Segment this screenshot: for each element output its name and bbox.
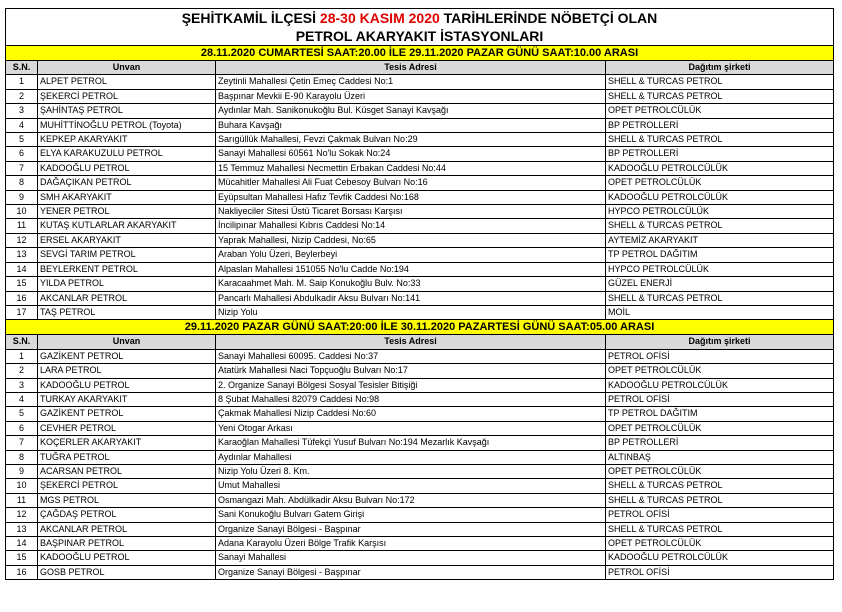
station-name: TURKAY AKARYAKIT: [38, 392, 216, 406]
table-row: [6, 147, 834, 161]
row-number: 1: [6, 75, 38, 89]
station-address: Nakliyeciler Sitesi Üstü Ticaret Borsası Karşısı: [216, 205, 606, 219]
station-address: Sanayi Mahallesi: [216, 551, 606, 565]
table-row: [6, 551, 834, 565]
station-address: Atatürk Mahallesi Naci Topçuoğlu Bulvarı No:17: [216, 364, 606, 378]
station-name: AKCANLAR PETROL: [38, 522, 216, 536]
distribution-company: HYPCO PETROLCÜLÜK: [606, 262, 834, 276]
station-name: KADOOĞLU PETROL: [38, 378, 216, 392]
table-row: [6, 104, 834, 118]
table-row: [6, 392, 834, 406]
station-name: ACARSAN PETROL: [38, 464, 216, 478]
title-prefix: ŞEHİTKAMİL İLÇESİ: [181, 10, 320, 26]
station-name: DAĞAÇIKAN PETROL: [38, 176, 216, 190]
station-name: BAŞPINAR PETROL: [38, 537, 216, 551]
distribution-company: ALTINBAŞ: [606, 450, 834, 464]
row-number: 16: [6, 291, 38, 305]
distribution-company: SHELL & TURCAS PETROL: [606, 493, 834, 507]
station-address: Karacaahmet Mah. M. Saip Konukoğlu Bulv. No:33: [216, 277, 606, 291]
station-address: 15 Temmuz Mahallesi Necmettin Erbakan Caddesi No:44: [216, 161, 606, 175]
station-name: YENER PETROL: [38, 205, 216, 219]
period-label: 28.11.2020 CUMARTESİ SAAT:20.00 İLE 29.11.2020 PAZAR GÜNÜ SAAT:10.00 ARASI: [6, 46, 834, 61]
station-name: AKCANLAR PETROL: [38, 291, 216, 305]
row-number: 1: [6, 349, 38, 363]
header-unvan: Unvan: [38, 335, 216, 349]
distribution-company: AYTEMİZ AKARYAKIT: [606, 233, 834, 247]
station-address: Aydınlar Mah. Sanikonukoğlu Bul. Küsget Sanayi Kavşağı: [216, 104, 606, 118]
table-row: [6, 565, 834, 579]
row-number: 12: [6, 508, 38, 522]
station-address: Osmangazi Mah. Abdülkadir Aksu Bulvarı No:172: [216, 493, 606, 507]
distribution-company: SHELL & TURCAS PETROL: [606, 89, 834, 103]
row-number: 6: [6, 147, 38, 161]
header-dagitim: Dağıtım şirketi: [606, 61, 834, 75]
station-name: GOSB PETROL: [38, 565, 216, 579]
table-row: [6, 118, 834, 132]
station-address: Zeytinli Mahallesi Çetin Emeç Caddesi No:1: [216, 75, 606, 89]
table-row: [6, 277, 834, 291]
distribution-company: PETROL OFİSİ: [606, 565, 834, 579]
station-name: KADOOĞLU PETROL: [38, 551, 216, 565]
station-address: Başpınar Mevkii E-90 Karayolu Üzeri: [216, 89, 606, 103]
header-adres: Tesis Adresi: [216, 61, 606, 75]
station-name: MGS PETROL: [38, 493, 216, 507]
title-suffix: TARİHLERİNDE NÖBETÇİ OLAN: [439, 10, 658, 26]
distribution-company: SHELL & TURCAS PETROL: [606, 479, 834, 493]
distribution-company: PETROL OFİSİ: [606, 508, 834, 522]
distribution-company: SHELL & TURCAS PETROL: [606, 291, 834, 305]
distribution-company: BP PETROLLERİ: [606, 147, 834, 161]
row-number: 9: [6, 190, 38, 204]
distribution-company: OPET PETROLCÜLÜK: [606, 364, 834, 378]
table-row: [6, 89, 834, 103]
station-address: Karaoğlan Mahallesi Tüfekçi Yusuf Bulvarı No:194 Mezarlık Kavşağı: [216, 436, 606, 450]
table-row: [6, 262, 834, 276]
row-number: 11: [6, 493, 38, 507]
table-row: [6, 291, 834, 305]
stations-table: [5, 8, 834, 580]
period-row: [6, 46, 834, 61]
row-number: 3: [6, 378, 38, 392]
station-address: Aydınlar Mahallesi: [216, 450, 606, 464]
distribution-company: OPET PETROLCÜLÜK: [606, 104, 834, 118]
row-number: 17: [6, 305, 38, 319]
station-name: TUĞRA PETROL: [38, 450, 216, 464]
table-row: [6, 407, 834, 421]
table-row: [6, 378, 834, 392]
station-address: Alpaslan Mahallesi 151055 No'lu Cadde No:194: [216, 262, 606, 276]
table-row: [6, 493, 834, 507]
station-address: Pancarlı Mahallesi Abdulkadir Aksu Bulvarı No:141: [216, 291, 606, 305]
title-row-2: [6, 27, 834, 46]
station-address: Adana Karayolu Üzeri Bölge Trafik Karşısı: [216, 537, 606, 551]
row-number: 13: [6, 248, 38, 262]
table-row: [6, 479, 834, 493]
station-name: CEVHER PETROL: [38, 421, 216, 435]
header-dagitim: Dağıtım şirketi: [606, 335, 834, 349]
row-number: 2: [6, 364, 38, 378]
distribution-company: BP PETROLLERİ: [606, 436, 834, 450]
table-row: [6, 75, 834, 89]
row-number: 11: [6, 219, 38, 233]
table-row: [6, 133, 834, 147]
station-address: Sanayi Mahallesi 60095. Caddesi No:37: [216, 349, 606, 363]
table-row: [6, 205, 834, 219]
row-number: 7: [6, 436, 38, 450]
station-address: Mücahitler Mahallesi Ali Fuat Cebesoy Bulvarı No:16: [216, 176, 606, 190]
distribution-company: KADOOĞLU PETROLCÜLÜK: [606, 551, 834, 565]
row-number: 15: [6, 551, 38, 565]
distribution-company: TP PETROL DAĞITIM: [606, 248, 834, 262]
station-address: Nizip Yolu Üzeri 8. Km.: [216, 464, 606, 478]
distribution-company: SHELL & TURCAS PETROL: [606, 133, 834, 147]
page-title: [6, 9, 834, 28]
station-name: GAZİKENT PETROL: [38, 407, 216, 421]
distribution-company: KADOOĞLU PETROLCÜLÜK: [606, 161, 834, 175]
table-row: [6, 450, 834, 464]
row-number: 8: [6, 176, 38, 190]
table-row: [6, 219, 834, 233]
row-number: 14: [6, 537, 38, 551]
station-address: İncilipınar Mahallesi Kıbrıs Caddesi No:14: [216, 219, 606, 233]
distribution-company: PETROL OFİSİ: [606, 392, 834, 406]
duty-stations-sheet: [5, 8, 833, 580]
station-address: Sanayi Mahallesi 60561 No'lu Sokak No:24: [216, 147, 606, 161]
row-number: 8: [6, 450, 38, 464]
station-address: 8 Şubat Mahallesi 82079 Caddesi No:98: [216, 392, 606, 406]
station-name: KADOOĞLU PETROL: [38, 161, 216, 175]
station-name: KUTAŞ KUTLARLAR AKARYAKIT: [38, 219, 216, 233]
station-name: ELYA KARAKUZULU PETROL: [38, 147, 216, 161]
distribution-company: SHELL & TURCAS PETROL: [606, 75, 834, 89]
distribution-company: BP PETROLLERİ: [606, 118, 834, 132]
table-row: [6, 364, 834, 378]
distribution-company: MOİL: [606, 305, 834, 319]
station-address: Araban Yolu Üzeri, Beylerbeyi: [216, 248, 606, 262]
header-unvan: Unvan: [38, 61, 216, 75]
distribution-company: PETROL OFİSİ: [606, 349, 834, 363]
distribution-company: GÜZEL ENERJİ: [606, 277, 834, 291]
table-row: [6, 190, 834, 204]
distribution-company: SHELL & TURCAS PETROL: [606, 219, 834, 233]
header-adres: Tesis Adresi: [216, 335, 606, 349]
station-address: Yaprak Mahallesi, Nizip Caddesi, No:65: [216, 233, 606, 247]
station-address: Buhara Kavşağı: [216, 118, 606, 132]
station-address: Umut Mahallesi: [216, 479, 606, 493]
row-number: 9: [6, 464, 38, 478]
station-address: Sani Konukoğlu Bulvarı Gatem Girişi: [216, 508, 606, 522]
header-sn: S.N.: [6, 61, 38, 75]
row-number: 2: [6, 89, 38, 103]
distribution-company: OPET PETROLCÜLÜK: [606, 537, 834, 551]
distribution-company: OPET PETROLCÜLÜK: [606, 421, 834, 435]
station-name: TAŞ PETROL: [38, 305, 216, 319]
station-address: Sarıgüllük Mahallesi, Fevzi Çakmak Bulvarı No:29: [216, 133, 606, 147]
row-number: 14: [6, 262, 38, 276]
row-number: 10: [6, 205, 38, 219]
station-name: ERSEL AKARYAKIT: [38, 233, 216, 247]
period-row: [6, 320, 834, 335]
column-header-row: [6, 335, 834, 349]
station-address: Organize Sanayi Bölgesi - Başpınar: [216, 565, 606, 579]
table-row: [6, 233, 834, 247]
table-row: [6, 349, 834, 363]
title-dates: 28-30 KASIM 2020: [319, 10, 440, 26]
table-row: [6, 305, 834, 319]
row-number: 3: [6, 104, 38, 118]
row-number: 15: [6, 277, 38, 291]
station-address: Çakmak Mahallesi Nizip Caddesi No:60: [216, 407, 606, 421]
station-name: SEVGİ TARIM PETROL: [38, 248, 216, 262]
station-name: MUHİTTİNOĞLU PETROL (Toyota): [38, 118, 216, 132]
row-number: 16: [6, 565, 38, 579]
station-name: KOÇERLER AKARYAKIT: [38, 436, 216, 450]
distribution-company: OPET PETROLCÜLÜK: [606, 464, 834, 478]
distribution-company: KADOOĞLU PETROLCÜLÜK: [606, 190, 834, 204]
title-row-1: [6, 9, 834, 28]
distribution-company: OPET PETROLCÜLÜK: [606, 176, 834, 190]
distribution-company: SHELL & TURCAS PETROL: [606, 522, 834, 536]
row-number: 12: [6, 233, 38, 247]
table-row: [6, 522, 834, 536]
row-number: 4: [6, 118, 38, 132]
station-address: Organize Sanayi Bölgesi - Başpınar: [216, 522, 606, 536]
station-name: GAZİKENT PETROL: [38, 349, 216, 363]
row-number: 5: [6, 133, 38, 147]
table-row: [6, 436, 834, 450]
station-address: Nizip Yolu: [216, 305, 606, 319]
station-address: 2. Organize Sanayi Bölgesi Sosyal Tesisler Bitişiği: [216, 378, 606, 392]
station-name: ŞEKERCİ PETROL: [38, 89, 216, 103]
distribution-company: HYPCO PETROLCÜLÜK: [606, 205, 834, 219]
table-row: [6, 421, 834, 435]
period-label: 29.11.2020 PAZAR GÜNÜ SAAT:20:00 İLE 30.11.2020 PAZARTESİ GÜNÜ SAAT:05.00 ARASI: [6, 320, 834, 335]
row-number: 10: [6, 479, 38, 493]
row-number: 4: [6, 392, 38, 406]
row-number: 7: [6, 161, 38, 175]
table-row: [6, 508, 834, 522]
row-number: 6: [6, 421, 38, 435]
station-name: SMH AKARYAKIT: [38, 190, 216, 204]
table-row: [6, 248, 834, 262]
page-subtitle: PETROL AKARYAKIT İSTASYONLARI: [6, 27, 834, 46]
table-row: [6, 464, 834, 478]
table-row: [6, 161, 834, 175]
station-name: ŞEKERCİ PETROL: [38, 479, 216, 493]
distribution-company: KADOOĞLU PETROLCÜLÜK: [606, 378, 834, 392]
column-header-row: [6, 61, 834, 75]
station-name: ALPET PETROL: [38, 75, 216, 89]
station-name: YILDA PETROL: [38, 277, 216, 291]
header-sn: S.N.: [6, 335, 38, 349]
distribution-company: TP PETROL DAĞITIM: [606, 407, 834, 421]
table-row: [6, 537, 834, 551]
station-address: Yeni Otogar Arkası: [216, 421, 606, 435]
row-number: 5: [6, 407, 38, 421]
station-address: Eyüpsultan Mahallesi Hafız Tevfik Caddesi No:168: [216, 190, 606, 204]
station-name: LARA PETROL: [38, 364, 216, 378]
station-name: ŞAHİNTAŞ PETROL: [38, 104, 216, 118]
station-name: KEPKEP AKARYAKIT: [38, 133, 216, 147]
table-row: [6, 176, 834, 190]
row-number: 13: [6, 522, 38, 536]
station-name: ÇAĞDAŞ PETROL: [38, 508, 216, 522]
station-name: BEYLERKENT PETROL: [38, 262, 216, 276]
